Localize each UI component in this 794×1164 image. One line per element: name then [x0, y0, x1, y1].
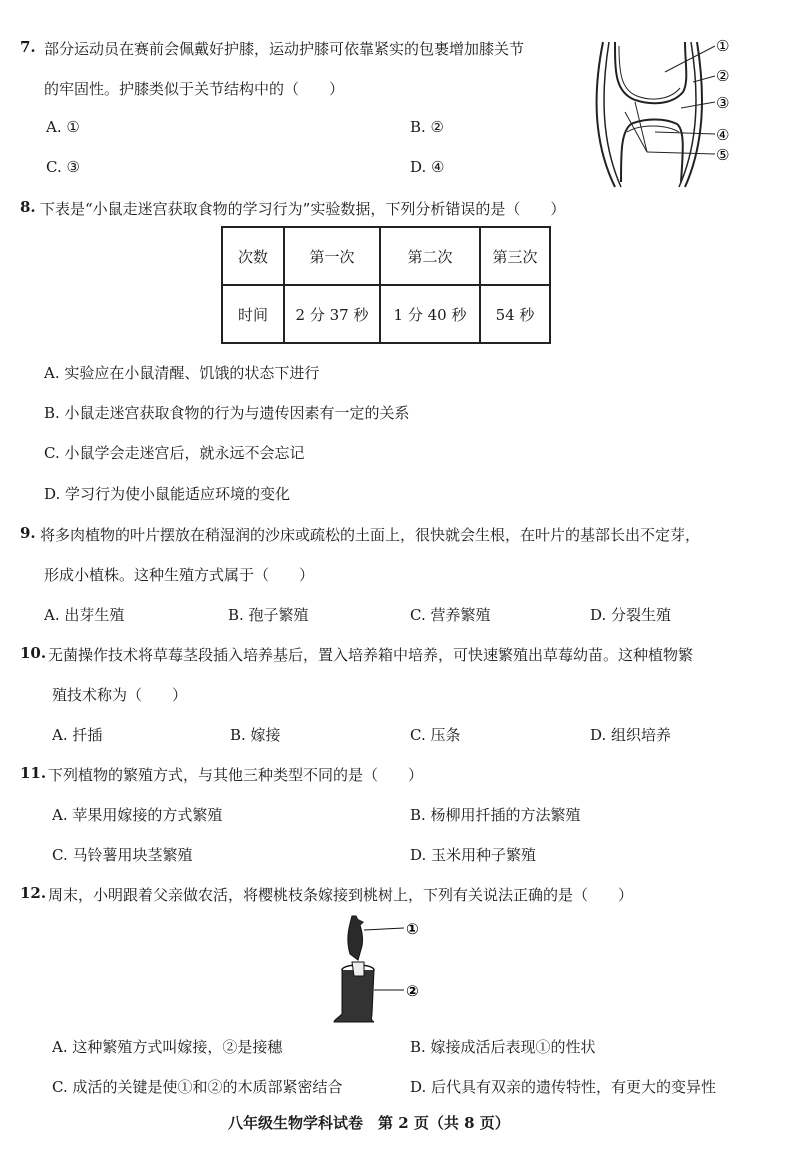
q11-option-d: D. 玉米用种子繁殖	[410, 846, 537, 864]
q8-option-b: B. 小鼠走迷宫获取食物的行为与遗传因素有一定的关系	[44, 404, 410, 422]
knee-label-2: ②	[716, 67, 730, 85]
q12-stem: 周末，小明跟着父亲做农活，将樱桃枝条嫁接到桃树上，下列有关说法正确的是（ ）	[48, 886, 634, 904]
q7-number: 7.	[20, 38, 36, 56]
page-footer: 八年级生物学科试卷 第 2 页（共 8 页）	[228, 1114, 510, 1132]
q10-stem-line2: 殖技术称为（ ）	[52, 686, 188, 704]
q7-stem-line1: 部分运动员在赛前会佩戴好护膝，运动护膝可依靠紧实的包裹增加膝关节	[44, 40, 525, 58]
table-header-cell: 第一次	[284, 227, 380, 285]
table-header-cell: 第三次	[480, 227, 550, 285]
q10-option-a: A. 扦插	[52, 726, 103, 744]
knee-label-3: ③	[716, 94, 730, 112]
q12-number: 12.	[20, 884, 47, 902]
table-cell: 54 秒	[480, 285, 550, 343]
q8-option-c: C. 小鼠学会走迷宫后，就永远不会忘记	[44, 444, 305, 462]
q12-option-d: D. 后代具有双亲的遗传特性，有更大的变异性	[410, 1078, 717, 1096]
table-row	[222, 285, 550, 343]
q7-option-b: B. ②	[410, 118, 445, 136]
q8-stem: 下表是“小鼠走迷宫获取食物的学习行为”实验数据，下列分析错误的是（ ）	[40, 200, 566, 218]
q7-option-a: A. ①	[46, 118, 80, 136]
knee-label-5: ⑤	[716, 146, 730, 164]
q9-number: 9.	[20, 524, 36, 542]
q7-option-c: C. ③	[46, 158, 80, 176]
q9-option-d: D. 分裂生殖	[590, 606, 672, 624]
knee-label-4: ④	[716, 126, 730, 144]
graft-label-2: ②	[406, 982, 419, 1000]
q11-option-c: C. 马铃薯用块茎繁殖	[52, 846, 193, 864]
q10-option-b: B. 嫁接	[230, 726, 281, 744]
q9-stem-line1: 将多肉植物的叶片摆放在稍湿润的沙床或疏松的土面上，很快就会生根，在叶片的基部长出不定芽，	[40, 526, 701, 544]
table-header-cell: 次数	[222, 227, 284, 285]
knee-label-1: ①	[716, 37, 730, 55]
grafting-diagram	[330, 910, 440, 1030]
q11-option-b: B. 杨柳用扦插的方法繁殖	[410, 806, 581, 824]
q8-number: 8.	[20, 198, 36, 216]
q10-stem-line1: 无菌操作技术将草莓茎段插入培养基后，置入培养箱中培养，可快速繁殖出草莓幼苗。这种植物繁	[48, 646, 694, 664]
q11-option-a: A. 苹果用嫁接的方式繁殖	[52, 806, 223, 824]
q12-option-b: B. 嫁接成活后表现①的性状	[410, 1038, 596, 1056]
q11-stem: 下列植物的繁殖方式，与其他三种类型不同的是（ ）	[48, 766, 424, 784]
q9-option-b: B. 孢子繁殖	[228, 606, 309, 624]
maze-data-table	[221, 226, 551, 344]
q10-option-d: D. 组织培养	[590, 726, 672, 744]
q12-option-c: C. 成活的关键是使①和②的木质部紧密结合	[52, 1078, 343, 1096]
q12-option-a: A. 这种繁殖方式叫嫁接，②是接穗	[52, 1038, 283, 1056]
q9-option-a: A. 出芽生殖	[44, 606, 125, 624]
q8-option-d: D. 学习行为使小鼠能适应环境的变化	[44, 485, 291, 503]
table-row	[222, 227, 550, 285]
table-cell: 时间	[222, 285, 284, 343]
q10-option-c: C. 压条	[410, 726, 461, 744]
q10-number: 10.	[20, 644, 47, 662]
q9-option-c: C. 营养繁殖	[410, 606, 491, 624]
graft-label-1: ①	[406, 920, 419, 938]
table-cell: 1 分 40 秒	[380, 285, 480, 343]
table-header-cell: 第二次	[380, 227, 480, 285]
q11-number: 11.	[20, 764, 47, 782]
knee-joint-diagram	[585, 32, 735, 192]
q7-stem-line2: 的牢固性。护膝类似于关节结构中的（ ）	[44, 80, 345, 98]
q8-option-a: A. 实验应在小鼠清醒、饥饿的状态下进行	[44, 364, 320, 382]
q9-stem-line2: 形成小植株。这种生殖方式属于（ ）	[44, 566, 315, 584]
table-cell: 2 分 37 秒	[284, 285, 380, 343]
q7-option-d: D. ④	[410, 158, 445, 176]
